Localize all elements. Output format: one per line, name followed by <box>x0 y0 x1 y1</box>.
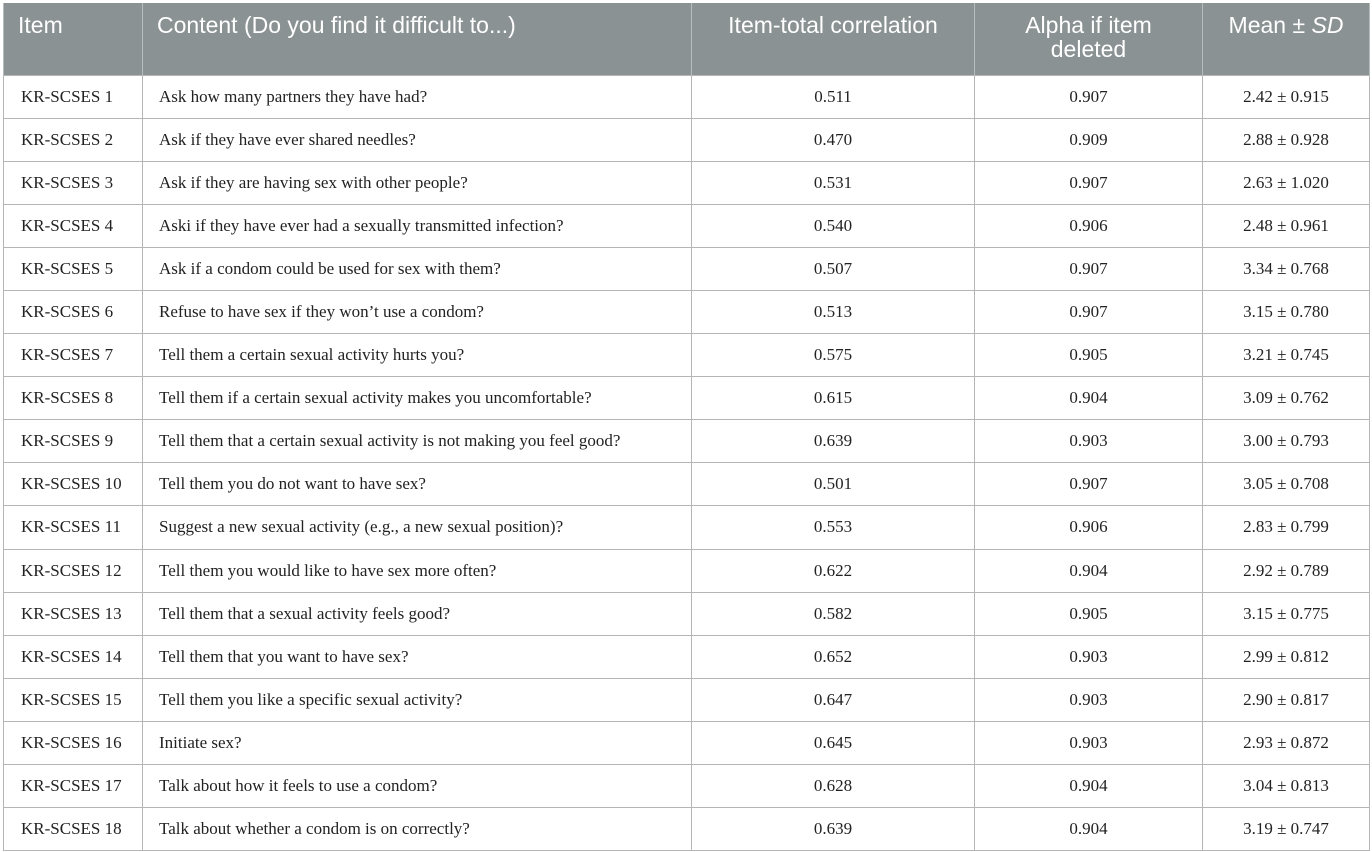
cell-item: KR-SCSES 1 <box>4 75 143 118</box>
cell-item-total-correlation: 0.628 <box>692 765 975 808</box>
table-row <box>4 506 1370 549</box>
table-row <box>4 721 1370 764</box>
cell-mean-sd: 3.15 ± 0.775 <box>1203 592 1370 635</box>
cell-alpha-if-deleted: 0.906 <box>975 506 1203 549</box>
table-header <box>4 3 1370 75</box>
cell-content: Tell them you do not want to have sex? <box>143 463 692 506</box>
cell-alpha-if-deleted: 0.905 <box>975 592 1203 635</box>
cell-item-total-correlation: 0.652 <box>692 635 975 678</box>
cell-item-total-correlation: 0.501 <box>692 463 975 506</box>
cell-content: Suggest a new sexual activity (e.g., a new sexual position)? <box>143 506 692 549</box>
cell-item-total-correlation: 0.511 <box>692 75 975 118</box>
table-row <box>4 463 1370 506</box>
cell-content: Refuse to have sex if they won’t use a condom? <box>143 290 692 333</box>
cell-content: Ask if they are having sex with other people? <box>143 161 692 204</box>
table-row <box>4 808 1370 851</box>
cell-content: Ask if they have ever shared needles? <box>143 118 692 161</box>
cell-item: KR-SCSES 7 <box>4 334 143 377</box>
cell-content: Tell them that a sexual activity feels good? <box>143 592 692 635</box>
cell-item: KR-SCSES 12 <box>4 549 143 592</box>
cell-item-total-correlation: 0.639 <box>692 808 975 851</box>
cell-content: Tell them that you want to have sex? <box>143 635 692 678</box>
table-body <box>4 75 1370 851</box>
cell-item-total-correlation: 0.507 <box>692 247 975 290</box>
cell-mean-sd: 3.21 ± 0.745 <box>1203 334 1370 377</box>
cell-mean-sd: 2.93 ± 0.872 <box>1203 721 1370 764</box>
table-row <box>4 118 1370 161</box>
table-row <box>4 592 1370 635</box>
cell-item: KR-SCSES 11 <box>4 506 143 549</box>
cell-item-total-correlation: 0.582 <box>692 592 975 635</box>
cell-item: KR-SCSES 9 <box>4 420 143 463</box>
cell-content: Tell them that a certain sexual activity is not making you feel good? <box>143 420 692 463</box>
cell-content: Aski if they have ever had a sexually transmitted infection? <box>143 204 692 247</box>
cell-item: KR-SCSES 10 <box>4 463 143 506</box>
table-row <box>4 247 1370 290</box>
cell-alpha-if-deleted: 0.907 <box>975 290 1203 333</box>
cell-content: Initiate sex? <box>143 721 692 764</box>
table-row <box>4 420 1370 463</box>
cell-item: KR-SCSES 8 <box>4 377 143 420</box>
cell-item-total-correlation: 0.615 <box>692 377 975 420</box>
cell-mean-sd: 3.09 ± 0.762 <box>1203 377 1370 420</box>
table-row <box>4 765 1370 808</box>
cell-alpha-if-deleted: 0.903 <box>975 420 1203 463</box>
cell-item: KR-SCSES 4 <box>4 204 143 247</box>
header-alpha-if-deleted: Alpha if item deleted <box>975 3 1203 75</box>
cell-item: KR-SCSES 13 <box>4 592 143 635</box>
table-row <box>4 161 1370 204</box>
cell-alpha-if-deleted: 0.904 <box>975 765 1203 808</box>
cell-alpha-if-deleted: 0.907 <box>975 161 1203 204</box>
cell-mean-sd: 2.92 ± 0.789 <box>1203 549 1370 592</box>
header-row <box>4 3 1370 75</box>
cell-item: KR-SCSES 2 <box>4 118 143 161</box>
cell-mean-sd: 2.99 ± 0.812 <box>1203 635 1370 678</box>
cell-item: KR-SCSES 18 <box>4 808 143 851</box>
cell-item: KR-SCSES 15 <box>4 678 143 721</box>
cell-mean-sd: 2.48 ± 0.961 <box>1203 204 1370 247</box>
cell-alpha-if-deleted: 0.904 <box>975 808 1203 851</box>
cell-content: Tell them a certain sexual activity hurts you? <box>143 334 692 377</box>
cell-item: KR-SCSES 3 <box>4 161 143 204</box>
cell-item: KR-SCSES 17 <box>4 765 143 808</box>
header-content: Content (Do you find it difficult to...) <box>143 3 692 75</box>
cell-mean-sd: 3.19 ± 0.747 <box>1203 808 1370 851</box>
cell-item: KR-SCSES 14 <box>4 635 143 678</box>
cell-item: KR-SCSES 5 <box>4 247 143 290</box>
cell-content: Talk about whether a condom is on correctly? <box>143 808 692 851</box>
cell-mean-sd: 3.04 ± 0.813 <box>1203 765 1370 808</box>
cell-alpha-if-deleted: 0.905 <box>975 334 1203 377</box>
cell-item-total-correlation: 0.553 <box>692 506 975 549</box>
cell-alpha-if-deleted: 0.903 <box>975 678 1203 721</box>
cell-content: Tell them you like a specific sexual activity? <box>143 678 692 721</box>
table-row <box>4 290 1370 333</box>
cell-item-total-correlation: 0.531 <box>692 161 975 204</box>
cell-item-total-correlation: 0.513 <box>692 290 975 333</box>
item-statistics-table <box>3 3 1370 851</box>
cell-item-total-correlation: 0.540 <box>692 204 975 247</box>
cell-item: KR-SCSES 6 <box>4 290 143 333</box>
cell-content: Tell them if a certain sexual activity makes you uncomfortable? <box>143 377 692 420</box>
cell-alpha-if-deleted: 0.903 <box>975 721 1203 764</box>
cell-alpha-if-deleted: 0.903 <box>975 635 1203 678</box>
header-item-total-correlation: Item-total correlation <box>692 3 975 75</box>
cell-mean-sd: 2.63 ± 1.020 <box>1203 161 1370 204</box>
cell-content: Ask if a condom could be used for sex with them? <box>143 247 692 290</box>
cell-mean-sd: 3.05 ± 0.708 <box>1203 463 1370 506</box>
cell-mean-sd: 3.15 ± 0.780 <box>1203 290 1370 333</box>
cell-mean-sd: 2.88 ± 0.928 <box>1203 118 1370 161</box>
cell-mean-sd: 2.90 ± 0.817 <box>1203 678 1370 721</box>
cell-alpha-if-deleted: 0.907 <box>975 247 1203 290</box>
table-row <box>4 334 1370 377</box>
cell-mean-sd: 3.34 ± 0.768 <box>1203 247 1370 290</box>
cell-alpha-if-deleted: 0.904 <box>975 549 1203 592</box>
cell-mean-sd: 2.42 ± 0.915 <box>1203 75 1370 118</box>
cell-alpha-if-deleted: 0.906 <box>975 204 1203 247</box>
cell-alpha-if-deleted: 0.909 <box>975 118 1203 161</box>
cell-alpha-if-deleted: 0.907 <box>975 463 1203 506</box>
header-mean-label: Mean ± <box>1228 12 1312 38</box>
header-sd-label: SD <box>1311 12 1344 38</box>
cell-item: KR-SCSES 16 <box>4 721 143 764</box>
cell-content: Ask how many partners they have had? <box>143 75 692 118</box>
cell-content: Tell them you would like to have sex more often? <box>143 549 692 592</box>
cell-item-total-correlation: 0.647 <box>692 678 975 721</box>
cell-content: Talk about how it feels to use a condom? <box>143 765 692 808</box>
table-row <box>4 678 1370 721</box>
header-item: Item <box>4 3 143 75</box>
cell-item-total-correlation: 0.622 <box>692 549 975 592</box>
cell-alpha-if-deleted: 0.904 <box>975 377 1203 420</box>
cell-item-total-correlation: 0.470 <box>692 118 975 161</box>
cell-mean-sd: 2.83 ± 0.799 <box>1203 506 1370 549</box>
table-row <box>4 635 1370 678</box>
table-row <box>4 204 1370 247</box>
cell-mean-sd: 3.00 ± 0.793 <box>1203 420 1370 463</box>
table-row <box>4 377 1370 420</box>
header-mean-sd <box>1203 3 1370 75</box>
table-row <box>4 549 1370 592</box>
cell-alpha-if-deleted: 0.907 <box>975 75 1203 118</box>
cell-item-total-correlation: 0.575 <box>692 334 975 377</box>
table-row <box>4 75 1370 118</box>
cell-item-total-correlation: 0.645 <box>692 721 975 764</box>
cell-item-total-correlation: 0.639 <box>692 420 975 463</box>
